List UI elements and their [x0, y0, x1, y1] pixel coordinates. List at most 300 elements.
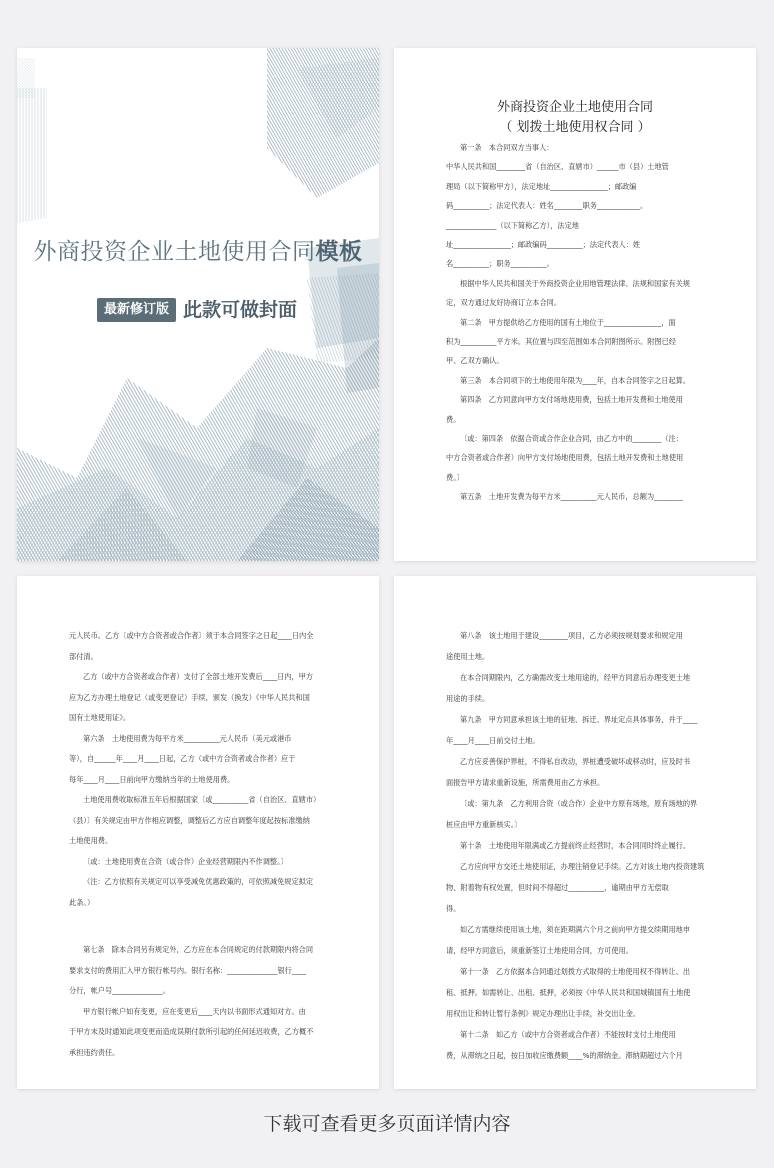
stripe-line [101, 48, 161, 108]
contract-page-1 [394, 48, 756, 561]
contract-text-line: 要求支付的费用汇入甲方银行帐号内。银行名称：______________银行____ [69, 965, 307, 975]
stripe-line [120, 48, 218, 208]
stripe-line [17, 48, 107, 208]
stripe-line [68, 48, 126, 148]
stripe-line [17, 48, 62, 208]
stripe-line [46, 263, 86, 373]
stripe-line [143, 48, 201, 148]
stripe-line [47, 48, 107, 108]
stripe-line [236, 48, 294, 148]
stripe-line [92, 48, 152, 108]
contract-text-line: 费，从滞纳之日起，按日加收应缴费额____%的滞纳金。滞纳期超过六个月 [446, 1051, 683, 1060]
contract-text-line: 国有土地使用证》。 [69, 713, 131, 722]
stripe-line [17, 48, 32, 108]
stripe-line [56, 48, 116, 108]
stripe-line [69, 48, 167, 208]
stripe-line [113, 48, 173, 108]
stripe-line [44, 48, 102, 148]
contract-text-line: 第十一条 乙方依据本合同通过划拨方式取得的土地使用权不得转让、出 [460, 967, 691, 976]
edition-badge: 最新修订版 [97, 298, 176, 322]
stripe-line [50, 48, 108, 148]
stripe-line [59, 48, 119, 108]
contract-text-line: 用权出让和转让暂行条例》规定办理出让手续，补交出让金。 [446, 1009, 641, 1018]
stripe-line [192, 48, 290, 208]
stripe-line [164, 48, 222, 148]
stripe-line [188, 48, 248, 108]
stripe-line [17, 48, 44, 108]
stripe-line [17, 418, 63, 561]
stripe-line [44, 48, 104, 108]
stripe-line [17, 48, 68, 208]
stripe-line [17, 263, 41, 373]
stripe-line [87, 48, 185, 208]
stripe-line [108, 48, 206, 208]
stripe-line [216, 48, 314, 208]
stripe-line [51, 48, 149, 208]
contract-text-line: 此条。） [69, 897, 95, 907]
stripe-line [17, 48, 50, 208]
contract-text-line: 甲方银行帐户如有变更，应在变更后____天内以书面形式通知对方。由 [83, 1006, 306, 1016]
stripe-line [17, 263, 29, 373]
stripe-line [206, 48, 266, 108]
stripe-line [17, 48, 113, 208]
stripe-line [200, 48, 258, 148]
stripe-line [117, 48, 215, 208]
contract-text-line: 如乙方需继续使用该土地，须在距期满六个月之前向甲方提交续期用地申 [460, 925, 691, 934]
contract-text-line: 〔或：第九条 乙方利用合资（或合作）企业中方原有场地，原有场地的界 [460, 799, 698, 808]
contract-text-line: 于甲方未及时通知此项变更而造成误期付款所引起的任何延迟收费，乙方概不 [69, 1027, 314, 1036]
stripe-line [96, 48, 194, 208]
stripe-line [27, 48, 125, 208]
stripe-line [17, 48, 66, 148]
stripe-line [86, 48, 144, 148]
contract-text-line: 乙方（或中方合资者或合作者）支付了全部土地开发费后____日内，甲方 [83, 672, 314, 681]
contract-text-line: 乙方应妥善保护界桩，不得私自改动，界桩遭受破坏或移动时，应及时书 [460, 757, 691, 766]
stripe-line [98, 48, 156, 148]
contract-text-line: 请，经甲方同意后，须重新签订土地使用合同，方可使用。 [446, 946, 633, 955]
stripe-line [185, 48, 245, 108]
stripe-line [213, 48, 311, 208]
stripe-line [42, 48, 140, 208]
stripe-line [110, 48, 170, 108]
stripe-line [92, 48, 150, 148]
stripe-line [113, 48, 171, 148]
stripe-line [209, 48, 267, 148]
stripe-line [114, 48, 212, 208]
stripe-line [17, 263, 50, 373]
stripe-line [158, 48, 218, 108]
stripe-line [147, 48, 245, 208]
stripe-line [111, 48, 209, 208]
stripe-line [78, 48, 176, 208]
stripe-line [129, 48, 227, 208]
stripe-line [173, 48, 231, 148]
stripe-line [17, 48, 74, 108]
stripe-line [49, 263, 89, 373]
stripe-line [227, 48, 285, 148]
stripe-line [198, 48, 296, 208]
stripe-line [210, 48, 308, 208]
stripe-line [161, 48, 219, 148]
contract-subtitle: （ 划拨土地使用权合同 ） [499, 120, 651, 135]
stripe-line [59, 48, 117, 148]
stripe-line [221, 48, 279, 148]
stripe-line [189, 48, 287, 208]
stripe-line [83, 48, 141, 148]
stripe-line [104, 48, 164, 108]
stripe-line [56, 48, 114, 148]
stripe-line [63, 48, 161, 208]
stripe-line [230, 48, 288, 148]
stripe-line [17, 418, 19, 561]
stripe-line [21, 48, 119, 208]
contract-text-line: 理局（以下简称甲方），法定地址________________；邮政编 [446, 181, 637, 191]
stripe-line [17, 48, 104, 208]
stripe-line [17, 48, 63, 148]
stripe-line [17, 48, 54, 148]
stripe-line [137, 48, 197, 108]
stripe-line [24, 48, 122, 208]
stripe-line [37, 263, 77, 373]
stripe-line [171, 48, 269, 208]
stripe-line [149, 48, 209, 108]
stripe-line [43, 263, 83, 373]
stripe-line [17, 263, 53, 373]
stripe-line [176, 48, 234, 148]
contract-text-line: 〔或：土地使用费在合资（或合作）企业经营期限内不作调整。〕 [83, 856, 288, 866]
stripe-line [182, 48, 240, 148]
stripe-line [180, 48, 278, 208]
stripe-line [93, 48, 191, 208]
stripe-line [36, 48, 134, 208]
cover-page [17, 48, 379, 561]
stripe-line [110, 48, 168, 148]
contract-text-line: 第二条 甲方提供给乙方使用的国有土地位于________________，面 [460, 317, 676, 327]
stripe-line [62, 48, 120, 148]
stripe-line [224, 48, 282, 148]
stripe-line [134, 48, 194, 108]
contract-text-line: 第七条 除本合同另有规定外，乙方应在本合同规定的付款期限内将合同 [83, 945, 314, 954]
stripe-line [17, 48, 89, 208]
stripe-line [55, 263, 95, 373]
stripe-line [194, 48, 252, 148]
stripe-line [47, 48, 105, 148]
stripe-line [53, 48, 111, 148]
stripe-line [212, 48, 272, 108]
stripe-line [125, 48, 185, 108]
stripe-line [150, 48, 248, 208]
stripe-line [191, 48, 249, 148]
stripe-line [17, 263, 35, 373]
stripe-line [215, 48, 275, 108]
stripe-line [164, 48, 224, 108]
stripe-line [183, 48, 281, 208]
stripe-line [105, 48, 203, 208]
stripe-line [17, 418, 108, 561]
cover-subtitle: 此款可做封面 [183, 299, 298, 321]
contract-text-line: 土地使用费收取标准五年后根据国家〔或__________省（自治区、直辖市） [83, 795, 321, 804]
stripe-line [74, 48, 132, 148]
stripe-line [17, 48, 101, 208]
stripe-line [62, 48, 122, 108]
stripe-line [57, 48, 155, 208]
stripe-line [155, 48, 213, 148]
stripe-line [194, 48, 254, 108]
stripe-line [119, 48, 179, 108]
stripe-line [41, 48, 99, 148]
stripe-line [77, 48, 135, 148]
stripe-line [203, 48, 263, 108]
stripe-line [212, 48, 270, 148]
stripe-line [75, 48, 173, 208]
contract-text-line: 第五条 土地开发费为每平方米__________元人民币，总额为________ [460, 492, 683, 502]
stripe-line [156, 48, 254, 208]
contract-text-line: ______________（以下简称乙方），法定地 [446, 220, 579, 230]
cover-title-bold: 模板 [315, 239, 363, 265]
stripe-line [39, 48, 137, 208]
stripe-line [17, 48, 86, 208]
stripe-line [195, 48, 293, 208]
stripe-line [52, 263, 92, 373]
contract-text-line: 用途的手续。 [446, 694, 490, 703]
stripe-line [170, 48, 230, 108]
stripe-line [173, 48, 233, 108]
stripe-line [99, 48, 197, 208]
contract-text-line: 每年____月____日前向甲方缴纳当年的土地使用费。 [69, 774, 235, 784]
stripe-line [206, 48, 264, 148]
stripe-line [122, 48, 182, 108]
stripe-line [40, 263, 80, 373]
stripe-line [61, 263, 101, 373]
contract-text-line: 分行，帐户号______________。 [69, 986, 170, 995]
contract-text-line: 桩应由甲方重新核实。〕 [446, 820, 522, 829]
stripe-line [152, 48, 212, 108]
contract-text-line: 第十条 土地使用年限满或乙方提前终止经营时，本合同同时终止履行。 [460, 841, 691, 850]
stripe-line [65, 48, 123, 148]
contract-text-line: 面报告甲方请求重新设施，所需费用由乙方承担。 [446, 778, 605, 787]
stripe-line [143, 48, 203, 108]
stripe-line [17, 48, 110, 208]
stripe-line [95, 48, 153, 148]
stripe-line [17, 263, 47, 373]
contract-text-line: 元人民币。乙方〔或中方合资者或合作者〕须于本合同签字之日起____日内全 [69, 631, 314, 640]
stripe-line [119, 48, 177, 148]
stripe-line [22, 263, 62, 373]
contract-text-line: 部付清。 [69, 651, 98, 661]
stripe-line [137, 48, 195, 148]
contract-text-line: 第八条 该土地用于建设________项目，乙方必须按规划要求和规定用 [460, 631, 683, 640]
stripe-line [18, 48, 116, 208]
stripe-line [17, 48, 26, 208]
stripe-line [141, 48, 239, 208]
stripe-line [158, 48, 216, 148]
stripe-line [144, 48, 242, 208]
contract-text-line: 积为__________平方米。其位置与四至范围如本合同附图所示。附图已经 [446, 337, 677, 346]
stripe-line [200, 48, 260, 108]
contract-page-2 [17, 576, 379, 1089]
contract-text-line: 乙方应向甲方交还土地使用证，办理注销登记手续。乙方对该土地内投资建筑 [460, 862, 705, 871]
stripe-line [161, 48, 221, 108]
stripe-line [140, 48, 200, 108]
stripe-line [128, 48, 188, 108]
stripe-line [17, 48, 68, 108]
stripe-line [98, 48, 158, 108]
stripe-line [123, 48, 221, 208]
stripe-line [83, 48, 143, 108]
stripe-line [233, 48, 291, 148]
stripe-line [90, 48, 188, 208]
stripe-line [191, 48, 251, 108]
contract-text-line: （县）〕有关规定由甲方作相应调整，调整后乙方应自调整年度起按标准缴纳 [69, 815, 310, 825]
stripe-line [58, 263, 98, 373]
stripe-line [17, 263, 56, 373]
stripe-line [45, 48, 143, 208]
stripe-line [353, 48, 379, 108]
stripe-line [53, 48, 113, 108]
stripe-line [17, 48, 62, 108]
stripe-line [17, 263, 32, 373]
stripe-line [218, 48, 276, 148]
contract-text-line: （注：乙方依照有关规定可以享受减免优惠政策的，可依照减免规定拟定 [83, 877, 314, 886]
stripe-line [17, 263, 26, 373]
contract-text-line: 第三条 本合同项下的土地使用年限为____年，自本合同签字之日起算。 [460, 375, 691, 385]
stripe-line [17, 468, 118, 561]
stripe-line [81, 48, 179, 208]
stripe-line [17, 48, 44, 208]
contract-text-line: 物、附着物有权处置，但时间不得超过__________，逾期由甲方无偿取 [446, 883, 669, 892]
stripe-line [17, 48, 92, 208]
stripe-line [167, 48, 227, 108]
contract-text-line: 年____月____日前交付土地。 [446, 736, 540, 745]
contract-text-line: 甲、乙双方确认。 [446, 356, 504, 366]
stripe-line [177, 48, 275, 208]
stripe-line [153, 48, 251, 208]
stripe-line [33, 48, 131, 208]
stripe-line [89, 48, 147, 148]
stripe-line [332, 48, 379, 108]
stripe-line [140, 48, 198, 148]
stripe-line [17, 48, 50, 108]
stripe-line [138, 48, 236, 208]
stripe-line [162, 48, 260, 208]
stripe-line [207, 48, 305, 208]
contract-text-line: 承担违约责任。 [69, 1047, 120, 1057]
contract-text-line: 第九条 甲方同意承担该土地的征地、拆迁、界址定点具体事务，并于____ [460, 715, 698, 724]
stripe-line [135, 48, 233, 208]
stripe-line [182, 48, 242, 108]
stripe-line [146, 48, 206, 108]
contract-text-line: 址________________；邮政编码__________；法定代表人：姓 [446, 240, 641, 249]
stripe-line [159, 48, 257, 208]
stripe-line [60, 48, 158, 208]
contract-text-line: 租、抵押。如需转让、出租、抵押，必须按《中华人民共和国城镇国有土地使 [446, 988, 691, 997]
stripe-line [107, 48, 165, 148]
stripe-line [149, 48, 207, 148]
stripe-line [128, 48, 186, 148]
stripe-line [80, 48, 138, 148]
stripe-line [176, 48, 236, 108]
stripe-line [188, 48, 246, 148]
stripe-line [74, 48, 134, 108]
stripe-line [34, 263, 74, 373]
contract-text-line: 在本合同期限内，乙方确需改变土地用途的，经甲方同意后办理变更土地 [460, 673, 691, 682]
stripe-line [132, 48, 230, 208]
stripe-line [65, 48, 125, 108]
stripe-line [17, 263, 44, 373]
download-hint: 下载可查看更多页面详情内容 [263, 1113, 511, 1135]
stripe-line [17, 263, 38, 373]
stripe-line [197, 48, 255, 148]
stripe-line [17, 48, 26, 108]
stripe-line [165, 48, 263, 208]
stripe-line [146, 48, 204, 148]
stripe-line [17, 48, 20, 108]
stripe-line [122, 48, 180, 148]
contract-text-line: 〔或：第四条 依据合资或合作企业合同，由乙方中的________（注： [460, 434, 683, 443]
stripe-line [17, 48, 60, 148]
stripe-line [168, 48, 266, 208]
stripe-line [101, 48, 159, 148]
stripe-line [104, 48, 162, 148]
stripe-line [17, 48, 80, 208]
stripe-line [131, 48, 191, 108]
contract-page-3 [394, 576, 756, 1089]
contract-text-line: 定，双方通过友好协商订立本合同。 [446, 298, 562, 308]
contract-text-line: 中方合资者或合作者）向甲方支付场地使用费，包括土地开发费和土地使用 [446, 453, 684, 463]
cover-title-main: 外商投资企业土地使用合同 [33, 239, 316, 265]
contract-text-line: 第十二条 如乙方（或中方合资者或合作者）不能按时支付土地使用 [460, 1030, 676, 1039]
stripe-line [185, 48, 243, 148]
contract-text-line: 途使用土地。 [446, 652, 490, 661]
stripe-line [116, 48, 174, 148]
stripe-line [48, 48, 146, 208]
stripe-line [17, 48, 74, 208]
stripe-line [86, 48, 146, 108]
contract-text-line: 等），自______年____月____日起，乙方（或中方合资者或合作者）应于 [69, 754, 296, 763]
cover-title [17, 233, 379, 266]
stripe-line [19, 263, 59, 373]
contract-text-line: 费。〕 [446, 472, 464, 482]
stripe-line [41, 48, 101, 108]
contract-text-line: 应为乙方办理土地登记（或变更登记）手续，颁发（换发）《中华人民共和国 [69, 692, 310, 702]
stripe-line [197, 48, 257, 108]
contract-text-line: 第六条 土地使用费为每平方米__________元人民币（美元或港币 [83, 733, 292, 743]
contract-text-line: 费。 [446, 414, 461, 424]
stripe-line [54, 48, 152, 208]
stripe-line [201, 48, 299, 208]
stripe-line [31, 263, 71, 373]
stripe-line [179, 48, 239, 108]
contract-text-line: 中华人民共和国________省（自治区、直辖市）______市（县）土地管 [446, 162, 669, 172]
stripe-line [89, 48, 149, 108]
stripe-line [204, 48, 302, 208]
stripe-line [66, 48, 164, 208]
stripe-line [167, 48, 225, 148]
contract-text-line: 第一条 本合同双方当事人： [460, 143, 554, 152]
contract-text-line: 根据中华人民共和国关于外商投资企业用地管理法律、法规和国家有关规 [460, 278, 691, 288]
stripe-line [125, 48, 183, 148]
stripe-line [17, 263, 20, 373]
contract-text-line: 码__________；法定代表人：姓名________职务____________。 [446, 201, 648, 211]
stripe-line [152, 48, 210, 148]
stripe-line [80, 48, 140, 108]
stripe-line [17, 418, 83, 561]
stripe-line [170, 48, 228, 148]
stripe-line [174, 48, 272, 208]
stripe-line [102, 48, 200, 208]
stripe-line [71, 48, 131, 108]
stripe-line [126, 48, 224, 208]
